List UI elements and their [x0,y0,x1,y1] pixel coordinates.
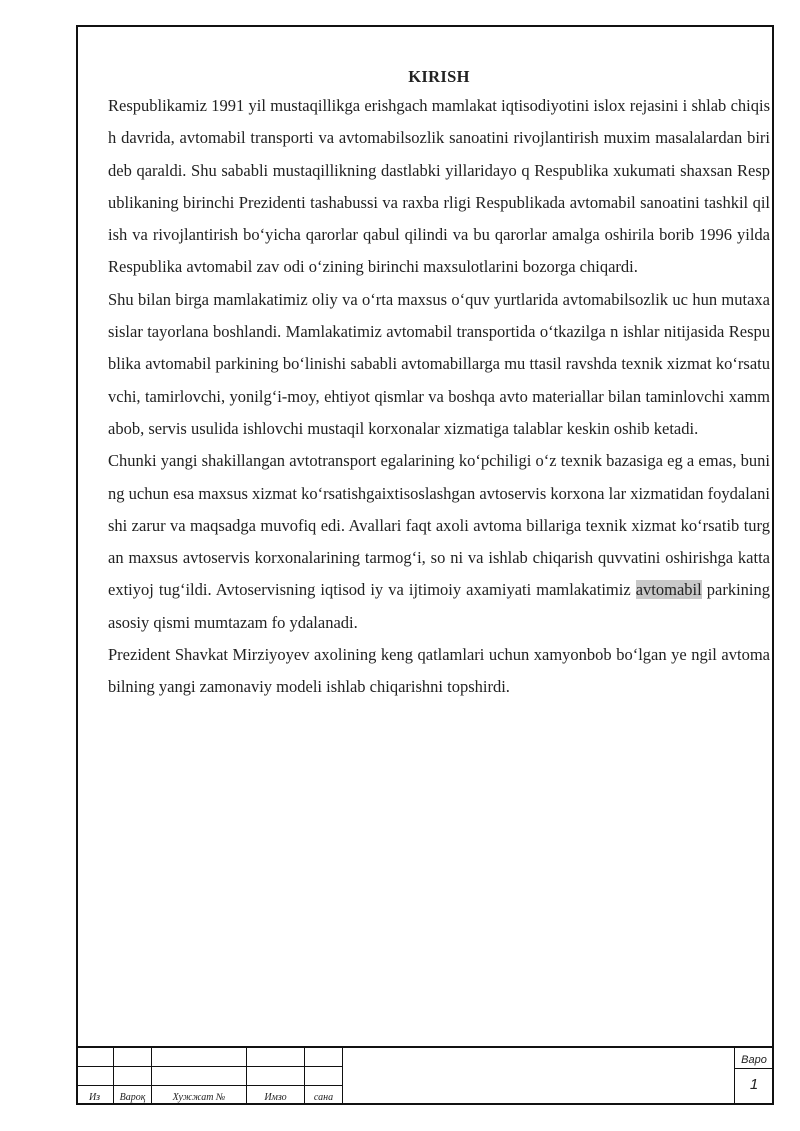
stamp-divider [734,1048,735,1105]
selected-word-highlight[interactable]: avtomabil [635,580,702,600]
stamp-label-document-number: Хужжат № [172,1092,226,1103]
paragraph-3 [108,445,770,639]
stamp-label-varoq: Вароқ [119,1092,146,1103]
paragraph-2 [108,284,770,445]
stamp-label-date: сана [313,1092,334,1103]
stamp-divider [342,1048,343,1105]
paragraph-4-text: Prezident Shavkat Mirziyoyev axolining keng qatlamlari uchun xamyonbob bo‘lgan ye ngil avtomabilning yangi zamonaviy modeli ishlab chiqarishni topshirdi. [108,645,770,697]
paragraph-3-text-after: parkining asosiy qismi mumtazam fo ydalanadi. [108,580,770,632]
stamp-row-line [76,1085,342,1086]
stamp-label-iz: Из [88,1092,101,1103]
title-block-stamp [76,1046,774,1105]
document-title: KIRISH [408,67,470,86]
document-body [108,64,770,704]
stamp-row-line [76,1066,342,1067]
paragraph-1 [108,90,770,284]
stamp-label-signature: Имзо [264,1092,287,1103]
paragraph-4 [108,639,770,704]
stamp-row-line [734,1068,774,1069]
paragraph-1-text: Respublikamiz 1991 yil mustaqillikga erishgach mamlakat iqtisodiyotini islox rejasini i shlab chiqish davrida, avtomabil transporti va avtomabilsozlik sanoatini rivojlantirish muxim masalalardan biri deb qaraldi. Shu sababli mustaqillikning dastlabki yillaridayo q Respublika xukumati shaxsan Respublikaning birinchi Prezidenti tashabussi va raxba rligi Respublikada avtomabil sanoatini tashkil qilish va rivojlantirish bo‘yicha qarorlar qabul qilindi va bu qarorlar amalga oshirila borib 1996 yilda Respublika avtomabil zav odi o‘zining birinchi maxsulotlarini bozorga chiqardi. [108,96,770,277]
stamp-sheet-label: Варо [741,1054,767,1066]
stamp-sheet-number: 1 [749,1076,759,1093]
paragraph-3-text-before: Chunki yangi shakillangan avtotransport egalarining ko‘pchiligi o‘z texnik bazasiga eg a emas, buning uchun esa maxsus xizmat ko‘rsatishgaixtisoslashgan avtoservis korxona lar xizmatidan foydalanishi zarur va maqsadga muvofiq edi. Avallari faqt axoli avtoma billariga texnik xizmat ko‘rsatib turgan maxsus avtoservis korxonalarining tarmog‘i, so ni va ishlab chiqarish quvvatini oshirishga katta extiyoj tug‘ildi. Avtoservisning iqtisod iy va ijtimoiy axamiyati mamlakatimiz [108,451,770,600]
paragraph-2-text: Shu bilan birga mamlakatimiz oliy va o‘rta maxsus o‘quv yurtlarida avtomabilsozlik uc hun mutaxasislar tayorlana boshlandi. Mamlakatimiz avtomabil transportida o‘tkazilga n ishlar nitijasida Respublika avtomabil parkining bo‘linishi sababli avtomabillarga mu ttasil ravshda texnik xizmat ko‘rsatuvchi, tamirlovchi, yonilg‘i-moy, ehtiyot qismlar va boshqa avto materiallar bilan taminlovchi xammabob, servis usulida ishlovchi mustaqil korxonalar xizmatiga talablar keskin oshib ketadi. [108,289,770,438]
